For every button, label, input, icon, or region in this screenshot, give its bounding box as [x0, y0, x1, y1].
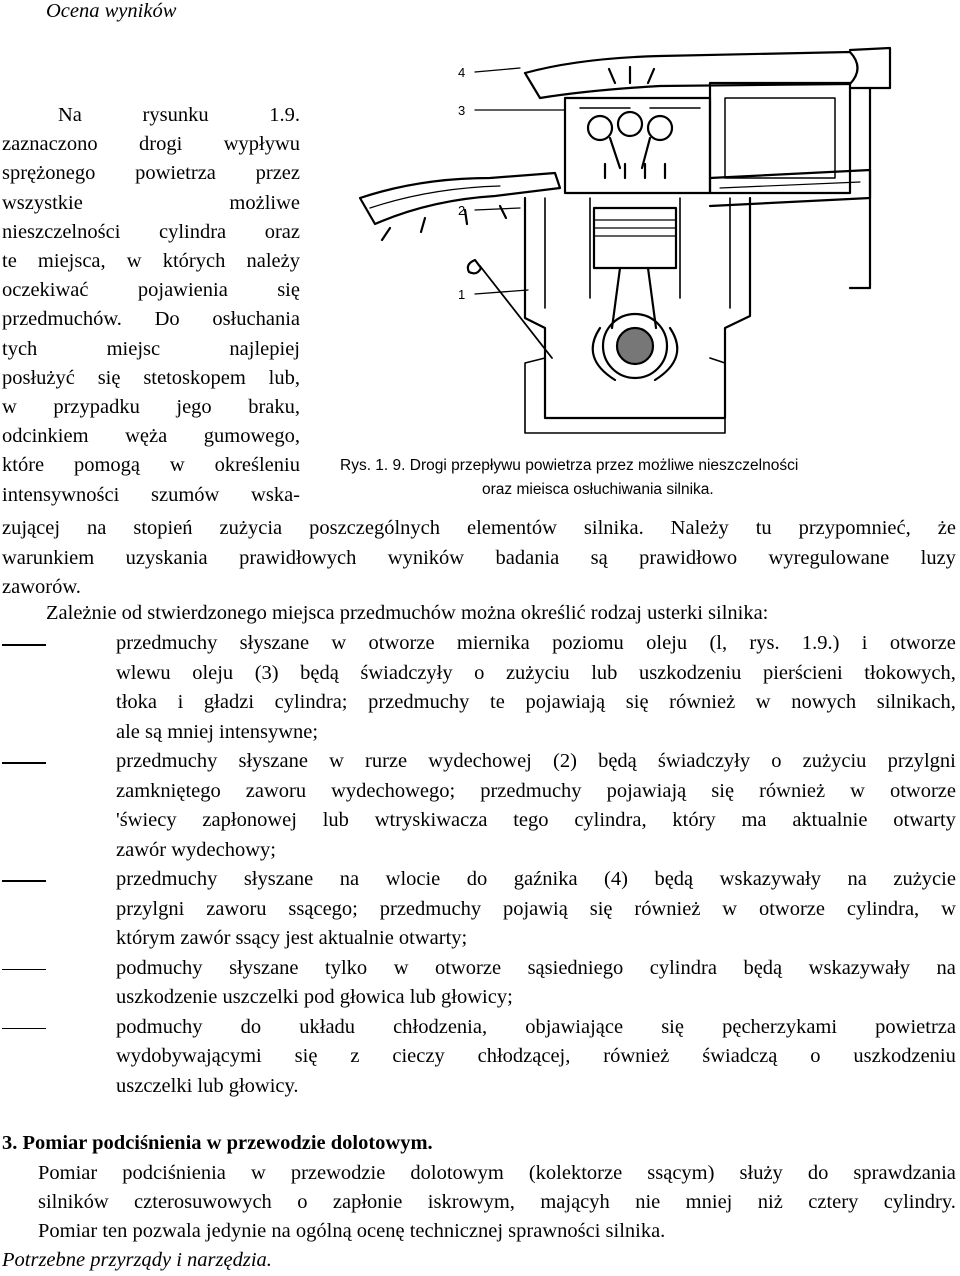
word: się — [625, 691, 649, 713]
intro-line — [2, 193, 300, 214]
word: tłokowych, — [864, 661, 956, 684]
word: z — [350, 1045, 360, 1067]
word: pojawią — [502, 897, 568, 920]
intro-line — [2, 397, 300, 418]
word: zamkniętego — [116, 779, 221, 802]
word: przypomnieć, — [798, 517, 911, 539]
word: przedmuchy — [379, 897, 482, 920]
word: zużyciu — [505, 661, 570, 684]
word: uszkodzenie uszczelki pod głowica lub głowicy; — [116, 986, 513, 1008]
word: wlewu — [116, 661, 171, 684]
word: pomogą — [73, 454, 141, 477]
list-dash-bullet — [2, 644, 46, 646]
word: pojawiają — [606, 779, 687, 802]
cylinder-head — [565, 98, 710, 193]
section-header: Ocena wyników — [46, 0, 177, 22]
word: lub — [591, 661, 618, 684]
word: chłodzenia, — [393, 1015, 488, 1038]
intro-line — [2, 339, 300, 360]
word: gładzi — [203, 691, 255, 713]
list-item-line — [116, 1046, 956, 1067]
word: zużyciu — [802, 750, 867, 772]
word: cztery — [808, 1191, 859, 1213]
word: w — [2, 396, 17, 418]
list-item-line — [116, 1076, 299, 1097]
word: podmuchy — [116, 956, 203, 979]
word: ale są mniej intensywne; — [116, 720, 319, 743]
word: w — [126, 250, 142, 272]
word: 1.9. — [269, 104, 300, 126]
engine-cross-section-drawing — [330, 28, 930, 448]
word: prawidłowych — [239, 546, 357, 569]
word: powietrza — [135, 162, 216, 185]
word: stopień — [133, 517, 193, 539]
word: otworze — [758, 897, 826, 920]
word: zawór wydechowy; — [116, 838, 276, 861]
word: przedmuchy — [116, 632, 218, 654]
word: drogi — [139, 133, 183, 156]
section-3-line — [38, 1192, 956, 1213]
list-item-line — [116, 987, 513, 1008]
intro-line — [2, 134, 300, 155]
callout-3: 3 — [458, 103, 466, 118]
list-dash-bullet — [2, 1028, 46, 1030]
word: do — [240, 1015, 262, 1038]
word: gumowego, — [203, 425, 300, 448]
word: na — [936, 956, 956, 979]
word: nie — [635, 1191, 661, 1213]
word: zaworu — [206, 897, 267, 920]
word: w — [169, 454, 185, 477]
word: posłużyć — [2, 366, 75, 389]
word: określeniu — [214, 454, 300, 477]
word: Na — [58, 104, 82, 126]
intro-line — [2, 426, 300, 447]
word: tego — [513, 809, 549, 831]
word: w — [941, 897, 956, 920]
word: w — [331, 632, 347, 654]
word: się — [294, 1045, 318, 1067]
word: należy — [246, 250, 300, 272]
word: są — [590, 546, 608, 569]
word: podciśnienia — [122, 1162, 226, 1184]
engine-figure — [330, 28, 930, 448]
word: węża — [125, 425, 168, 448]
word: się — [661, 1015, 684, 1038]
word: poziomu — [552, 632, 624, 654]
word: zapłonie — [332, 1191, 403, 1213]
word: o — [771, 750, 782, 772]
word: słyszane — [243, 868, 314, 890]
word: silnikach, — [876, 691, 956, 713]
word: poszczególnych — [309, 517, 441, 539]
word: cylindra, — [574, 809, 647, 831]
paragraph-1-line — [2, 577, 81, 598]
word: te — [490, 691, 505, 713]
word: niż — [757, 1191, 783, 1213]
word: układu — [299, 1015, 356, 1038]
footer-heading: Potrzebne przyrządy i narzędzia. — [2, 1249, 272, 1271]
word: zaworu — [245, 779, 307, 802]
word: również — [669, 691, 736, 713]
word: ma — [741, 809, 767, 831]
word: również — [603, 1045, 670, 1067]
word: Do — [154, 308, 180, 331]
word: tylko — [325, 956, 368, 979]
word: wtryskiwacza — [374, 809, 488, 831]
word: chłodzącej, — [477, 1045, 571, 1067]
word: miejsc — [106, 337, 161, 360]
word: pojawiają — [525, 691, 606, 713]
word: wskazywały — [719, 868, 821, 890]
word: zaworów. — [2, 576, 81, 598]
word: tych — [2, 337, 38, 360]
word: zaznaczono — [2, 133, 98, 156]
word: których — [162, 250, 226, 272]
intro-line — [2, 455, 300, 476]
word: wska- — [251, 483, 300, 506]
word: słyszane — [238, 750, 308, 772]
word: silnika. — [583, 517, 644, 539]
engine-block — [525, 198, 750, 418]
word: elementów — [466, 517, 557, 539]
word: oraz — [264, 220, 300, 243]
word: cylindra; — [274, 691, 348, 713]
word: wydechowej — [428, 750, 532, 772]
word: możliwe — [229, 191, 300, 214]
word: braku, — [248, 396, 300, 418]
list-item-line — [116, 899, 956, 920]
word: przedmuchy — [116, 750, 218, 772]
word: odcinkiem — [2, 425, 89, 448]
word: wydobywającymi — [116, 1045, 262, 1067]
word: (2) — [553, 750, 577, 772]
list-dash-bullet — [2, 969, 46, 971]
word: oleju — [646, 632, 688, 654]
word: wskazywały — [808, 956, 910, 979]
list-item-line — [116, 633, 956, 654]
callout-2: 2 — [458, 203, 466, 218]
word: w — [755, 691, 771, 713]
word: warunkiem — [2, 546, 95, 569]
word: pojawienia — [137, 279, 228, 302]
word: osłuchania — [212, 308, 300, 331]
word: te — [2, 250, 17, 272]
word: objawiające — [525, 1015, 624, 1038]
word: (4) — [604, 868, 628, 890]
word: lub — [322, 809, 349, 831]
word: prawidłowo — [639, 546, 738, 569]
word: na — [847, 868, 867, 890]
list-dash-bullet — [2, 762, 46, 764]
air-intake-tube — [525, 52, 858, 98]
paragraph-1-line — [2, 518, 956, 539]
word: sprężonego — [2, 162, 96, 185]
word: przypadku — [53, 396, 140, 418]
intro-line — [2, 368, 300, 389]
word: otworze — [889, 779, 956, 802]
word: tłoka — [116, 691, 157, 713]
word: oleju — [192, 661, 234, 684]
word: przedmuchów. — [2, 308, 122, 331]
word: w — [250, 1162, 266, 1184]
word: zapłonowej — [202, 809, 297, 831]
list-item-line — [116, 958, 956, 979]
word: i — [861, 632, 868, 654]
word: wlocie — [385, 868, 441, 890]
word: nieszczelności — [2, 220, 121, 243]
word: nowych — [791, 691, 857, 713]
word: słyszane — [229, 956, 299, 979]
word: mającyh — [540, 1191, 610, 1213]
word: gaźnika — [513, 868, 578, 890]
word: który — [672, 809, 716, 831]
word: przewodzie — [290, 1162, 386, 1184]
word: na — [87, 517, 107, 539]
intro-line — [2, 222, 300, 243]
word: przylgni — [116, 897, 185, 920]
word: się — [277, 279, 300, 302]
list-item-line — [116, 663, 956, 684]
word: służy — [739, 1162, 783, 1184]
word: w — [393, 956, 409, 979]
word: (3) — [254, 661, 279, 684]
figure-caption-line1: Rys. 1. 9. Drogi przepływu powietrza przez możliwe nieszczelności — [340, 457, 799, 474]
word: którym zawór ssący jest aktualnie otwarty; — [116, 927, 468, 949]
word: iskrowym, — [427, 1191, 515, 1213]
section-3-line — [38, 1163, 956, 1184]
word: wszystkie — [2, 191, 83, 214]
word: uszczelki lub głowicy. — [116, 1074, 299, 1097]
word: uszkodzeniu — [638, 661, 742, 684]
word: będą — [598, 750, 637, 772]
word: uzyskania — [125, 546, 208, 569]
callout-1: 1 — [458, 287, 466, 302]
word: sprawdzania — [853, 1162, 956, 1184]
word: szumów — [151, 483, 220, 506]
word: świadczyły — [360, 661, 453, 684]
paragraph-2-intro: Zależnie od stwierdzonego miejsca przedmuchów można określić rodzaj usterki silnika: — [46, 602, 769, 624]
word: zużycie — [893, 868, 956, 890]
word: badania — [495, 546, 560, 569]
word: przez — [255, 162, 300, 185]
word: otworze — [368, 632, 435, 654]
word: sąsiedniego — [527, 956, 624, 979]
intro-line — [2, 280, 300, 301]
intro-line — [2, 163, 300, 184]
word: będą — [654, 868, 694, 890]
word: otwarty — [893, 809, 956, 831]
word: cylindra, — [846, 897, 920, 920]
word: intensywności — [2, 483, 120, 506]
word: się — [97, 366, 121, 389]
word: Pomiar — [38, 1162, 98, 1184]
word: na — [339, 868, 360, 890]
word: cieczy — [392, 1045, 445, 1067]
word: lub, — [268, 366, 300, 389]
word: wypływu — [223, 133, 300, 156]
list-item-line — [116, 810, 956, 831]
word: najlepiej — [229, 337, 300, 360]
word: o — [474, 661, 485, 684]
piston — [594, 208, 676, 268]
list-item-line — [116, 1017, 956, 1038]
word: będą — [743, 956, 783, 979]
word: do — [466, 868, 488, 890]
word: ssącym) — [647, 1162, 715, 1184]
word: rysunku — [142, 104, 209, 126]
word: uszkodzeniu — [853, 1045, 956, 1067]
word: przylgni — [887, 750, 956, 772]
word: ssącego; — [288, 897, 358, 920]
word: stetoskopem — [143, 366, 246, 389]
word: (kolektorze — [528, 1162, 623, 1184]
word: miernika — [456, 632, 530, 654]
word: które — [2, 454, 45, 477]
word: zującej — [2, 517, 61, 539]
word: pęcherzykami — [722, 1015, 838, 1038]
word: w — [329, 750, 344, 772]
word: 1.9.) — [801, 632, 840, 654]
intro-line — [58, 105, 300, 126]
word: wydechowego; — [331, 779, 456, 802]
intro-line — [2, 309, 300, 330]
word: o — [297, 1191, 308, 1213]
word: powietrza — [875, 1015, 956, 1038]
word: (l, — [709, 632, 728, 654]
word: świadczą — [702, 1045, 778, 1067]
word: miejsca, — [37, 250, 106, 272]
intro-line — [2, 251, 300, 272]
word: jego — [176, 396, 212, 418]
word: rys. — [749, 632, 780, 654]
word: że — [937, 517, 956, 539]
word: się — [589, 897, 613, 920]
word: 'świecy — [116, 809, 177, 831]
word: w — [722, 897, 738, 920]
word: również — [634, 897, 701, 920]
word: w — [850, 779, 865, 802]
word: oczekiwać — [2, 279, 89, 302]
word: przedmuchy — [368, 691, 470, 713]
word: o — [810, 1045, 821, 1067]
word: podmuchy — [116, 1015, 203, 1038]
word: czterosuwowych — [134, 1191, 272, 1213]
word: Należy — [670, 517, 729, 539]
word: się — [711, 779, 735, 802]
word: dolotowym — [410, 1162, 504, 1184]
list-item-line — [116, 869, 956, 890]
word: do — [807, 1162, 829, 1184]
intro-line — [2, 485, 300, 506]
section-3-heading: 3. Pomiar podciśnienia w przewodzie dolotowym. — [2, 1132, 433, 1154]
list-item-line — [116, 928, 467, 949]
word: pierścieni — [762, 661, 843, 684]
list-dash-bullet — [2, 880, 46, 882]
word: przedmuchy — [480, 779, 582, 802]
figure-caption-line2: oraz mieisca osłuchiwania silnika. — [482, 481, 714, 498]
callout-4: 4 — [458, 65, 466, 80]
list-item-line — [116, 840, 276, 861]
paragraph-1-line — [2, 548, 956, 569]
word: otworze — [889, 632, 956, 654]
word: i — [177, 691, 184, 713]
word: wyników — [387, 546, 465, 569]
list-item-line — [116, 722, 318, 743]
word: aktualnie — [792, 809, 868, 831]
list-item-line — [116, 781, 956, 802]
word: luzy — [920, 546, 956, 569]
dipstick — [480, 266, 552, 358]
word: będą — [300, 661, 339, 684]
word: Pomiar ten pozwala jedynie na ogólną ocenę technicznej sprawności silnika. — [38, 1220, 666, 1242]
word: wyregulowane — [768, 546, 890, 569]
list-item-line — [116, 692, 956, 713]
list-item-line — [116, 751, 956, 772]
word: cylindra — [649, 956, 717, 979]
word: zużycia — [219, 517, 283, 539]
word: rurze — [365, 750, 408, 772]
word: świadczyły — [657, 750, 751, 772]
word: otworze — [435, 956, 502, 979]
word: również — [759, 779, 826, 802]
word: cylindry. — [883, 1191, 956, 1213]
word: mniej — [685, 1191, 733, 1213]
word: tu — [755, 517, 772, 539]
word: cylindra — [158, 220, 227, 243]
word: przedmuchy — [116, 868, 218, 890]
word: słyszane — [239, 632, 310, 654]
section-3-line — [38, 1221, 665, 1242]
word: silników — [38, 1191, 109, 1213]
